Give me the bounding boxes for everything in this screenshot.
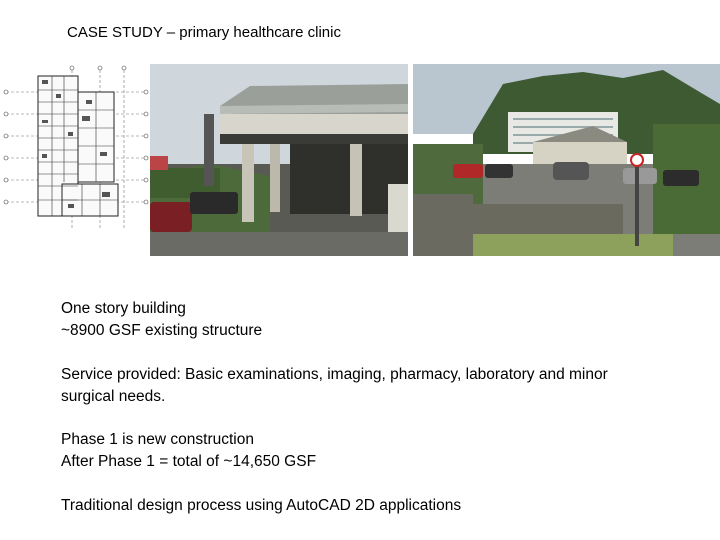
note-line: After Phase 1 = total of ~14,650 GSF <box>61 453 317 470</box>
note-line: Traditional design process using AutoCAD 2D applications <box>61 496 462 514</box>
note-line: surgical needs. <box>61 387 166 405</box>
note-line: Service provided: Basic examinations, imaging, pharmacy, laboratory and minor <box>61 365 608 383</box>
note-line: ~8900 GSF existing structure <box>61 322 263 339</box>
floor-plan-image <box>2 62 150 230</box>
note-line: One story building <box>61 300 186 317</box>
note-line: Phase 1 is new construction <box>61 431 254 448</box>
slide-title: CASE STUDY – primary healthcare clinic <box>67 24 341 41</box>
building-entrance-photo <box>150 64 408 256</box>
case-study-notes <box>61 298 701 517</box>
parking-lot-photo <box>413 64 720 256</box>
